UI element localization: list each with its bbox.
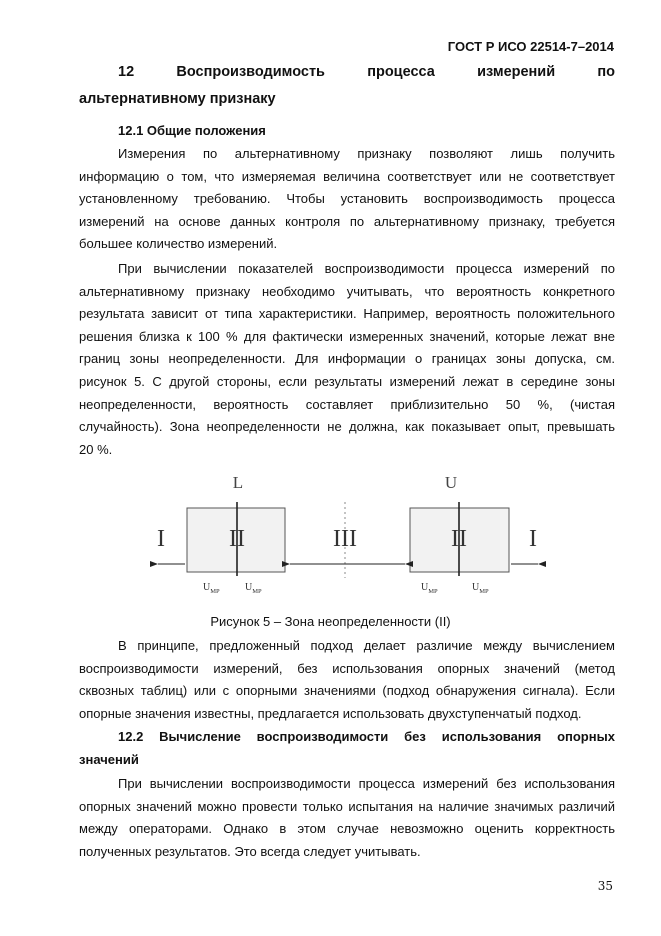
heading-word: Вычисление [159,729,241,744]
u-mp-label-4 [472,582,489,595]
heading-word: без [404,729,426,744]
section-12-word: процесса [367,64,435,80]
heading-word: опорных [557,729,615,744]
lower-limit-label: L [232,473,244,492]
text-line: В принципе, предложенный подход делает различие между вычислением [118,638,615,653]
zone-label-i-right: I [529,526,537,552]
figure-5-caption: Рисунок 5 – Зона неопределенности (II) [210,614,451,629]
section-12-2-heading [118,729,615,744]
page-number: 35 [597,879,613,893]
section-12-number: 12 [118,64,135,80]
text-line: случайность). Зона неопределенности не должна, как показывает опыт, превышать [79,419,615,435]
section-12-title-line2: альтернативному признаку [79,91,276,107]
text-line: сквозных таблиц) или с опорными значениями (подход обнаружения сигнала). Если [79,683,615,699]
text-line: установленному требованию. Чтобы установить воспроизводимость процесса [79,191,615,207]
paragraph-1 [79,143,615,256]
u-mp-subscript: MP [479,588,489,595]
text-line: При вычислении воспроизводимости процесса измерений без использования [118,776,615,791]
u-mp-letter: U [245,582,253,593]
heading-word: воспроизводимости [256,729,389,744]
paragraph-2 [79,258,615,461]
text-line: между операторами. Однако в этом случае невозможно оценить корректность [79,821,615,837]
u-mp-label-2 [245,582,262,595]
u-mp-label-3 [421,582,438,595]
paragraph-3 [79,635,615,725]
text-line: большее количество измерений. [79,236,278,252]
text-line: альтернативному признаку необходимо учитывать, что вероятность конкретного [79,283,615,299]
standard-code: ГОСТ Р ИСО 22514-7–2014 [447,39,614,54]
text-line: границ зоны неопределенности. Для информации о границах зоны допуска, см. [79,351,615,367]
u-mp-letter: U [472,582,480,593]
text-line: опорных значений можно провести только испытания на наличие значимых различий [79,798,615,814]
section-12-word: Воспроизводимость [176,64,325,80]
u-mp-subscript: MP [252,588,262,595]
text-line: 20 %. [79,441,113,457]
section-12-word: измерений [477,64,556,80]
section-12-1-heading: 12.1 Общие положения [118,123,266,138]
upper-limit-label: U [444,473,458,492]
zone-label-iii: III [333,526,357,552]
section-12-title [118,64,615,80]
u-mp-subscript: MP [210,588,220,595]
zone-label-ii-left: II [229,526,245,552]
text-line: Измерения по альтернативному признаку позволяют лишь получить [118,146,615,161]
paragraph-4 [79,773,615,863]
text-line: решения близка к 100 % для фактически измеренных значений, которые лежат вне [79,328,615,344]
zone-label-ii-right: II [451,526,467,552]
text-line: неопределенности, вероятность составляет приблизительно 50 %, (чистая [79,396,615,412]
section-12-2-heading-line2: значений [79,752,139,767]
text-line: результата зависит от типа характеристики. Например, вероятность положительного [79,306,615,322]
u-mp-letter: U [421,582,429,593]
text-line: опорные значения известны, предлагается использовать двухступенчатый подход. [79,705,582,721]
heading-word: 12.2 [118,729,144,744]
zone-label-i-left: I [157,526,165,552]
text-line: рисунок 5. С другой стороны, если результаты измерений лежат в середине зоны [79,373,615,389]
text-line: При вычислении показателей воспроизводимости процесса измерений по [118,261,615,276]
section-12-word: по [597,64,615,80]
figure-5-diagram [0,462,661,607]
heading-word: использования [441,729,542,744]
u-mp-subscript: MP [428,588,438,595]
text-line: измерений на основе данных контроля по альтернативному признаку, требуется [79,213,615,229]
text-line: информацию о том, что измеряемая величина соответствует или не соответствует [79,168,615,184]
u-mp-letter: U [203,582,211,593]
text-line: полученных результатов. Это всегда следует учитывать. [79,843,421,859]
u-mp-label-1 [203,582,220,595]
text-line: воспроизводимости измерений, без использования опорных значений (метод [79,660,615,676]
